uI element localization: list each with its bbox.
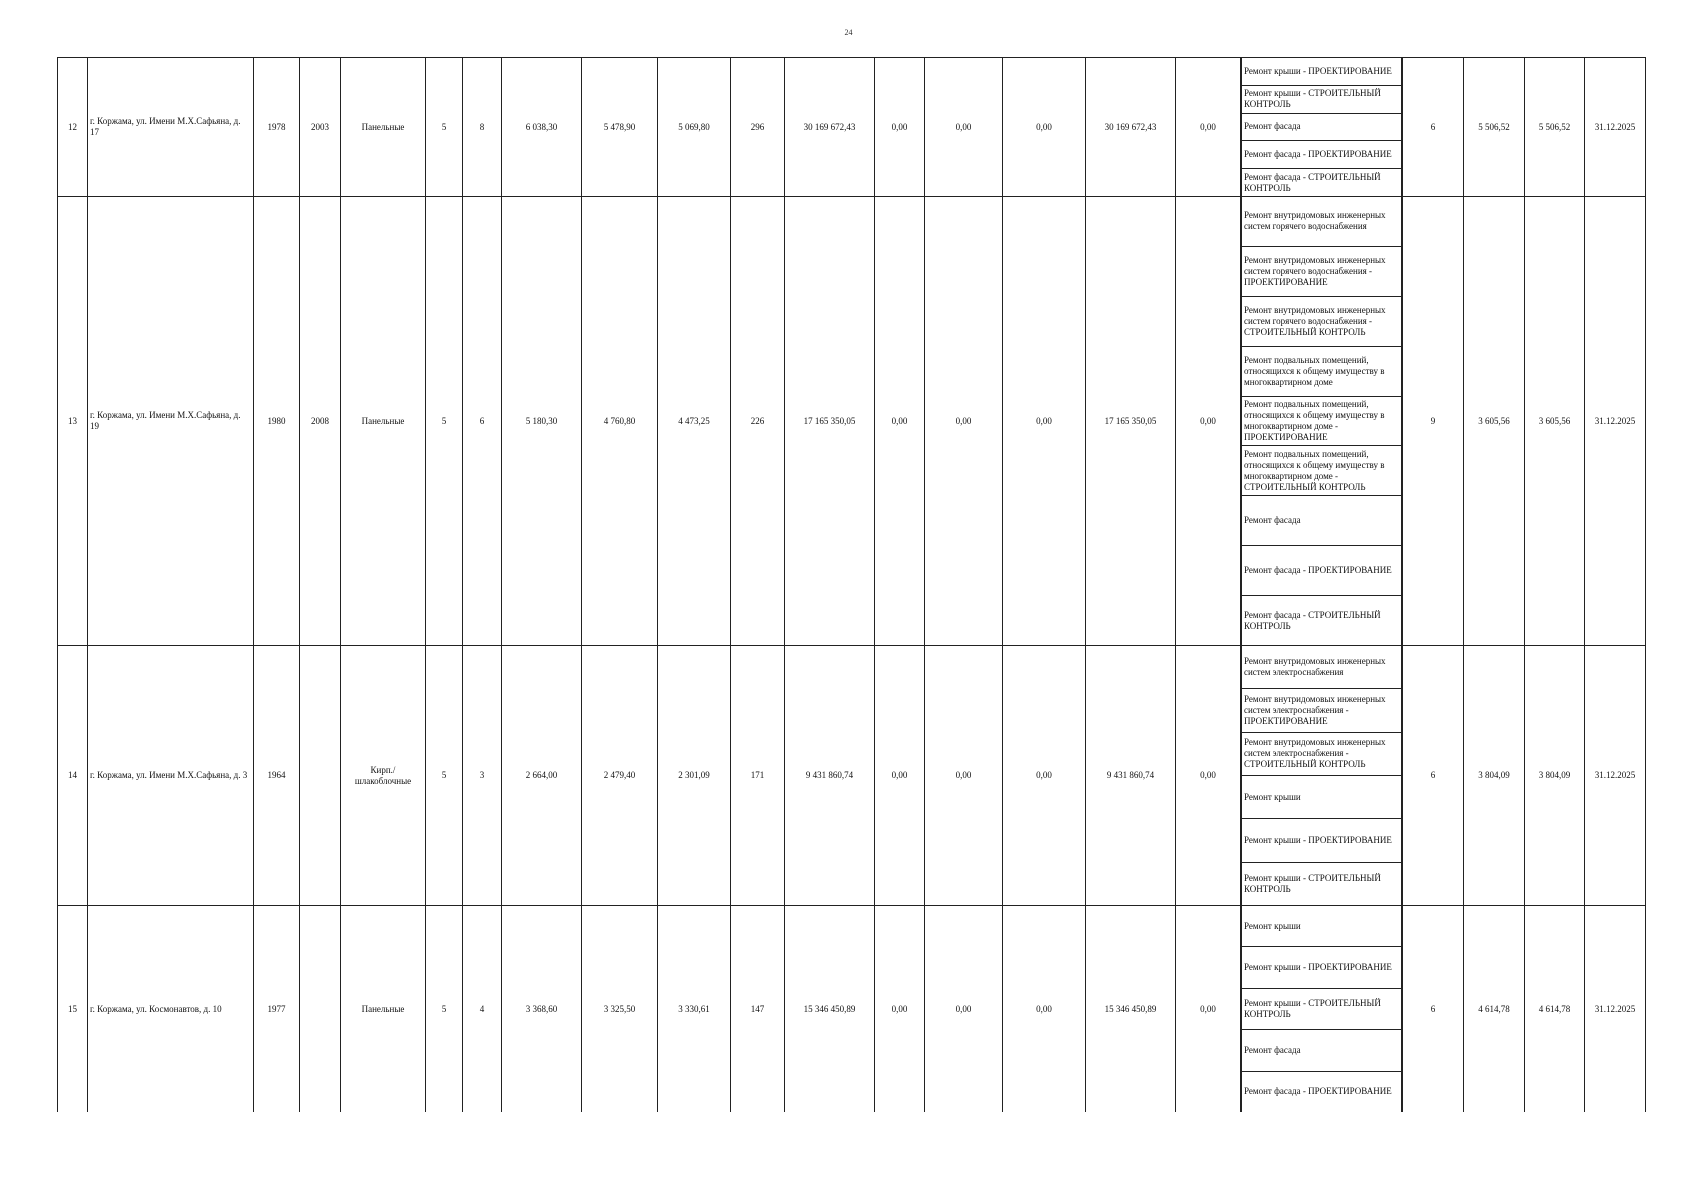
works-list-cell — [1241, 906, 1403, 1113]
table-row — [58, 197, 1646, 646]
works-count: 9 — [1403, 197, 1464, 646]
work-item: Ремонт подвальных помещений, относящихся к общему имуществу в многоквартирном доме - ПРОЕКТИРОВАНИЕ — [1241, 397, 1402, 447]
row-number: 14 — [58, 646, 88, 906]
fund-regional: 0,00 — [925, 646, 1003, 906]
work-item: Ремонт крыши - ПРОЕКТИРОВАНИЕ — [1241, 947, 1402, 988]
row-number: 12 — [58, 58, 88, 197]
works-list-cell — [1241, 58, 1403, 197]
unit-cost: 3 605,56 — [1464, 197, 1525, 646]
area-premises: 2 479,40 — [582, 646, 658, 906]
area-premises: 3 325,50 — [582, 906, 658, 1113]
fund-federal: 0,00 — [875, 646, 925, 906]
work-item: Ремонт подвальных помещений, относящихся к общему имуществу в многоквартирном доме - СТРОИТЕЛЬНЫЙ КОНТРОЛЬ — [1241, 446, 1402, 496]
table-row — [58, 646, 1646, 906]
wall-material: Панельные — [341, 58, 426, 197]
works-count: 6 — [1403, 906, 1464, 1113]
entrances-count: 8 — [463, 58, 502, 197]
deadline-date: 31.12.2025 — [1585, 197, 1646, 646]
area-premises: 5 478,90 — [582, 58, 658, 197]
area-residential: 4 473,25 — [658, 197, 731, 646]
year-built: 1964 — [254, 646, 300, 906]
fund-owners: 17 165 350,05 — [1086, 197, 1176, 646]
works-list — [1241, 197, 1402, 645]
works-list-cell — [1241, 646, 1403, 906]
works-list — [1241, 906, 1402, 1112]
deadline-date: 31.12.2025 — [1585, 906, 1646, 1113]
unit-cost: 3 804,09 — [1464, 646, 1525, 906]
work-item: Ремонт внутридомовых инженерных систем горячего водоснабжения - СТРОИТЕЛЬНЫЙ КОНТРОЛЬ — [1241, 297, 1402, 347]
work-item: Ремонт фасада - ПРОЕКТИРОВАНИЕ — [1241, 1072, 1402, 1112]
year-built: 1980 — [254, 197, 300, 646]
fund-local: 0,00 — [1003, 646, 1086, 906]
table-row — [58, 906, 1646, 1113]
floors-count: 5 — [426, 58, 463, 197]
wall-material: Панельные — [341, 197, 426, 646]
fund-owners: 30 169 672,43 — [1086, 58, 1176, 197]
row-number: 13 — [58, 197, 88, 646]
floors-count: 5 — [426, 646, 463, 906]
cost-total: 9 431 860,74 — [785, 646, 875, 906]
page-number: 24 — [844, 28, 853, 37]
deadline-date: 31.12.2025 — [1585, 58, 1646, 197]
year-built: 1978 — [254, 58, 300, 197]
unit-cost: 4 614,78 — [1464, 906, 1525, 1113]
fund-owners: 15 346 450,89 — [1086, 906, 1176, 1113]
work-item: Ремонт внутридомовых инженерных систем горячего водоснабжения — [1241, 197, 1402, 247]
fund-federal: 0,00 — [875, 58, 925, 197]
row-address: г. Коржама, ул. Космонавтов, д. 10 — [88, 906, 254, 1113]
area-residential: 2 301,09 — [658, 646, 731, 906]
cost-total: 17 165 350,05 — [785, 197, 875, 646]
fund-regional: 0,00 — [925, 197, 1003, 646]
residents-count: 296 — [731, 58, 785, 197]
fund-local: 0,00 — [1003, 906, 1086, 1113]
year-repair — [300, 646, 341, 906]
works-count: 6 — [1403, 58, 1464, 197]
max-unit-cost: 4 614,78 — [1525, 906, 1585, 1113]
row-address: г. Коржама, ул. Имени М.Х.Сафьяна, д. 17 — [88, 58, 254, 197]
works-list-cell — [1241, 197, 1403, 646]
entrances-count: 4 — [463, 906, 502, 1113]
work-item: Ремонт крыши - ПРОЕКТИРОВАНИЕ — [1241, 58, 1402, 86]
work-item: Ремонт внутридомовых инженерных систем электроснабжения — [1241, 646, 1402, 689]
fund-federal: 0,00 — [875, 906, 925, 1113]
work-item: Ремонт фасада - ПРОЕКТИРОВАНИЕ — [1241, 546, 1402, 596]
repair-register-table — [57, 57, 1646, 1112]
row-address: г. Коржама, ул. Имени М.Х.Сафьяна, д. 19 — [88, 197, 254, 646]
cost-total: 15 346 450,89 — [785, 906, 875, 1113]
deadline-date: 31.12.2025 — [1585, 646, 1646, 906]
unit-cost: 5 506,52 — [1464, 58, 1525, 197]
fund-regional: 0,00 — [925, 58, 1003, 197]
residents-count: 147 — [731, 906, 785, 1113]
work-item: Ремонт фасада — [1241, 1030, 1402, 1071]
residents-count: 226 — [731, 197, 785, 646]
floors-count: 5 — [426, 197, 463, 646]
year-repair: 2008 — [300, 197, 341, 646]
area-residential: 5 069,80 — [658, 58, 731, 197]
works-count: 6 — [1403, 646, 1464, 906]
cost-total: 30 169 672,43 — [785, 58, 875, 197]
work-item: Ремонт внутридомовых инженерных систем электроснабжения - ПРОЕКТИРОВАНИЕ — [1241, 689, 1402, 732]
work-item: Ремонт внутридомовых инженерных систем электроснабжения - СТРОИТЕЛЬНЫЙ КОНТРОЛЬ — [1241, 733, 1402, 776]
fund-local: 0,00 — [1003, 197, 1086, 646]
work-item: Ремонт крыши - СТРОИТЕЛЬНЫЙ КОНТРОЛЬ — [1241, 86, 1402, 114]
entrances-count: 6 — [463, 197, 502, 646]
max-unit-cost: 3 605,56 — [1525, 197, 1585, 646]
work-item: Ремонт подвальных помещений, относящихся к общему имуществу в многоквартирном доме — [1241, 347, 1402, 397]
work-item: Ремонт крыши - СТРОИТЕЛЬНЫЙ КОНТРОЛЬ — [1241, 863, 1402, 905]
work-item: Ремонт крыши - СТРОИТЕЛЬНЫЙ КОНТРОЛЬ — [1241, 989, 1402, 1030]
work-item: Ремонт фасада — [1241, 496, 1402, 546]
year-built: 1977 — [254, 906, 300, 1113]
work-item: Ремонт крыши - ПРОЕКТИРОВАНИЕ — [1241, 819, 1402, 862]
work-item: Ремонт крыши — [1241, 776, 1402, 819]
table-row — [58, 58, 1646, 197]
floors-count: 5 — [426, 906, 463, 1113]
area-total: 6 038,30 — [502, 58, 582, 197]
works-list — [1241, 646, 1402, 905]
works-list — [1241, 58, 1402, 196]
fund-federal: 0,00 — [875, 197, 925, 646]
area-total: 5 180,30 — [502, 197, 582, 646]
work-item: Ремонт фасада - СТРОИТЕЛЬНЫЙ КОНТРОЛЬ — [1241, 169, 1402, 196]
year-repair: 2003 — [300, 58, 341, 197]
entrances-count: 3 — [463, 646, 502, 906]
fund-other: 0,00 — [1176, 646, 1241, 906]
max-unit-cost: 3 804,09 — [1525, 646, 1585, 906]
work-item: Ремонт фасада — [1241, 114, 1402, 142]
fund-other: 0,00 — [1176, 906, 1241, 1113]
fund-other: 0,00 — [1176, 58, 1241, 197]
wall-material: Кирп./ шлакоблочные — [341, 646, 426, 906]
max-unit-cost: 5 506,52 — [1525, 58, 1585, 197]
residents-count: 171 — [731, 646, 785, 906]
work-item: Ремонт внутридомовых инженерных систем горячего водоснабжения - ПРОЕКТИРОВАНИЕ — [1241, 247, 1402, 297]
area-premises: 4 760,80 — [582, 197, 658, 646]
area-residential: 3 330,61 — [658, 906, 731, 1113]
fund-owners: 9 431 860,74 — [1086, 646, 1176, 906]
year-repair — [300, 906, 341, 1113]
wall-material: Панельные — [341, 906, 426, 1113]
row-address: г. Коржама, ул. Имени М.Х.Сафьяна, д. 3 — [88, 646, 254, 906]
fund-other: 0,00 — [1176, 197, 1241, 646]
row-number: 15 — [58, 906, 88, 1113]
work-item: Ремонт фасада - СТРОИТЕЛЬНЫЙ КОНТРОЛЬ — [1241, 596, 1402, 645]
work-item: Ремонт крыши — [1241, 906, 1402, 947]
fund-local: 0,00 — [1003, 58, 1086, 197]
area-total: 3 368,60 — [502, 906, 582, 1113]
area-total: 2 664,00 — [502, 646, 582, 906]
fund-regional: 0,00 — [925, 906, 1003, 1113]
work-item: Ремонт фасада - ПРОЕКТИРОВАНИЕ — [1241, 141, 1402, 169]
